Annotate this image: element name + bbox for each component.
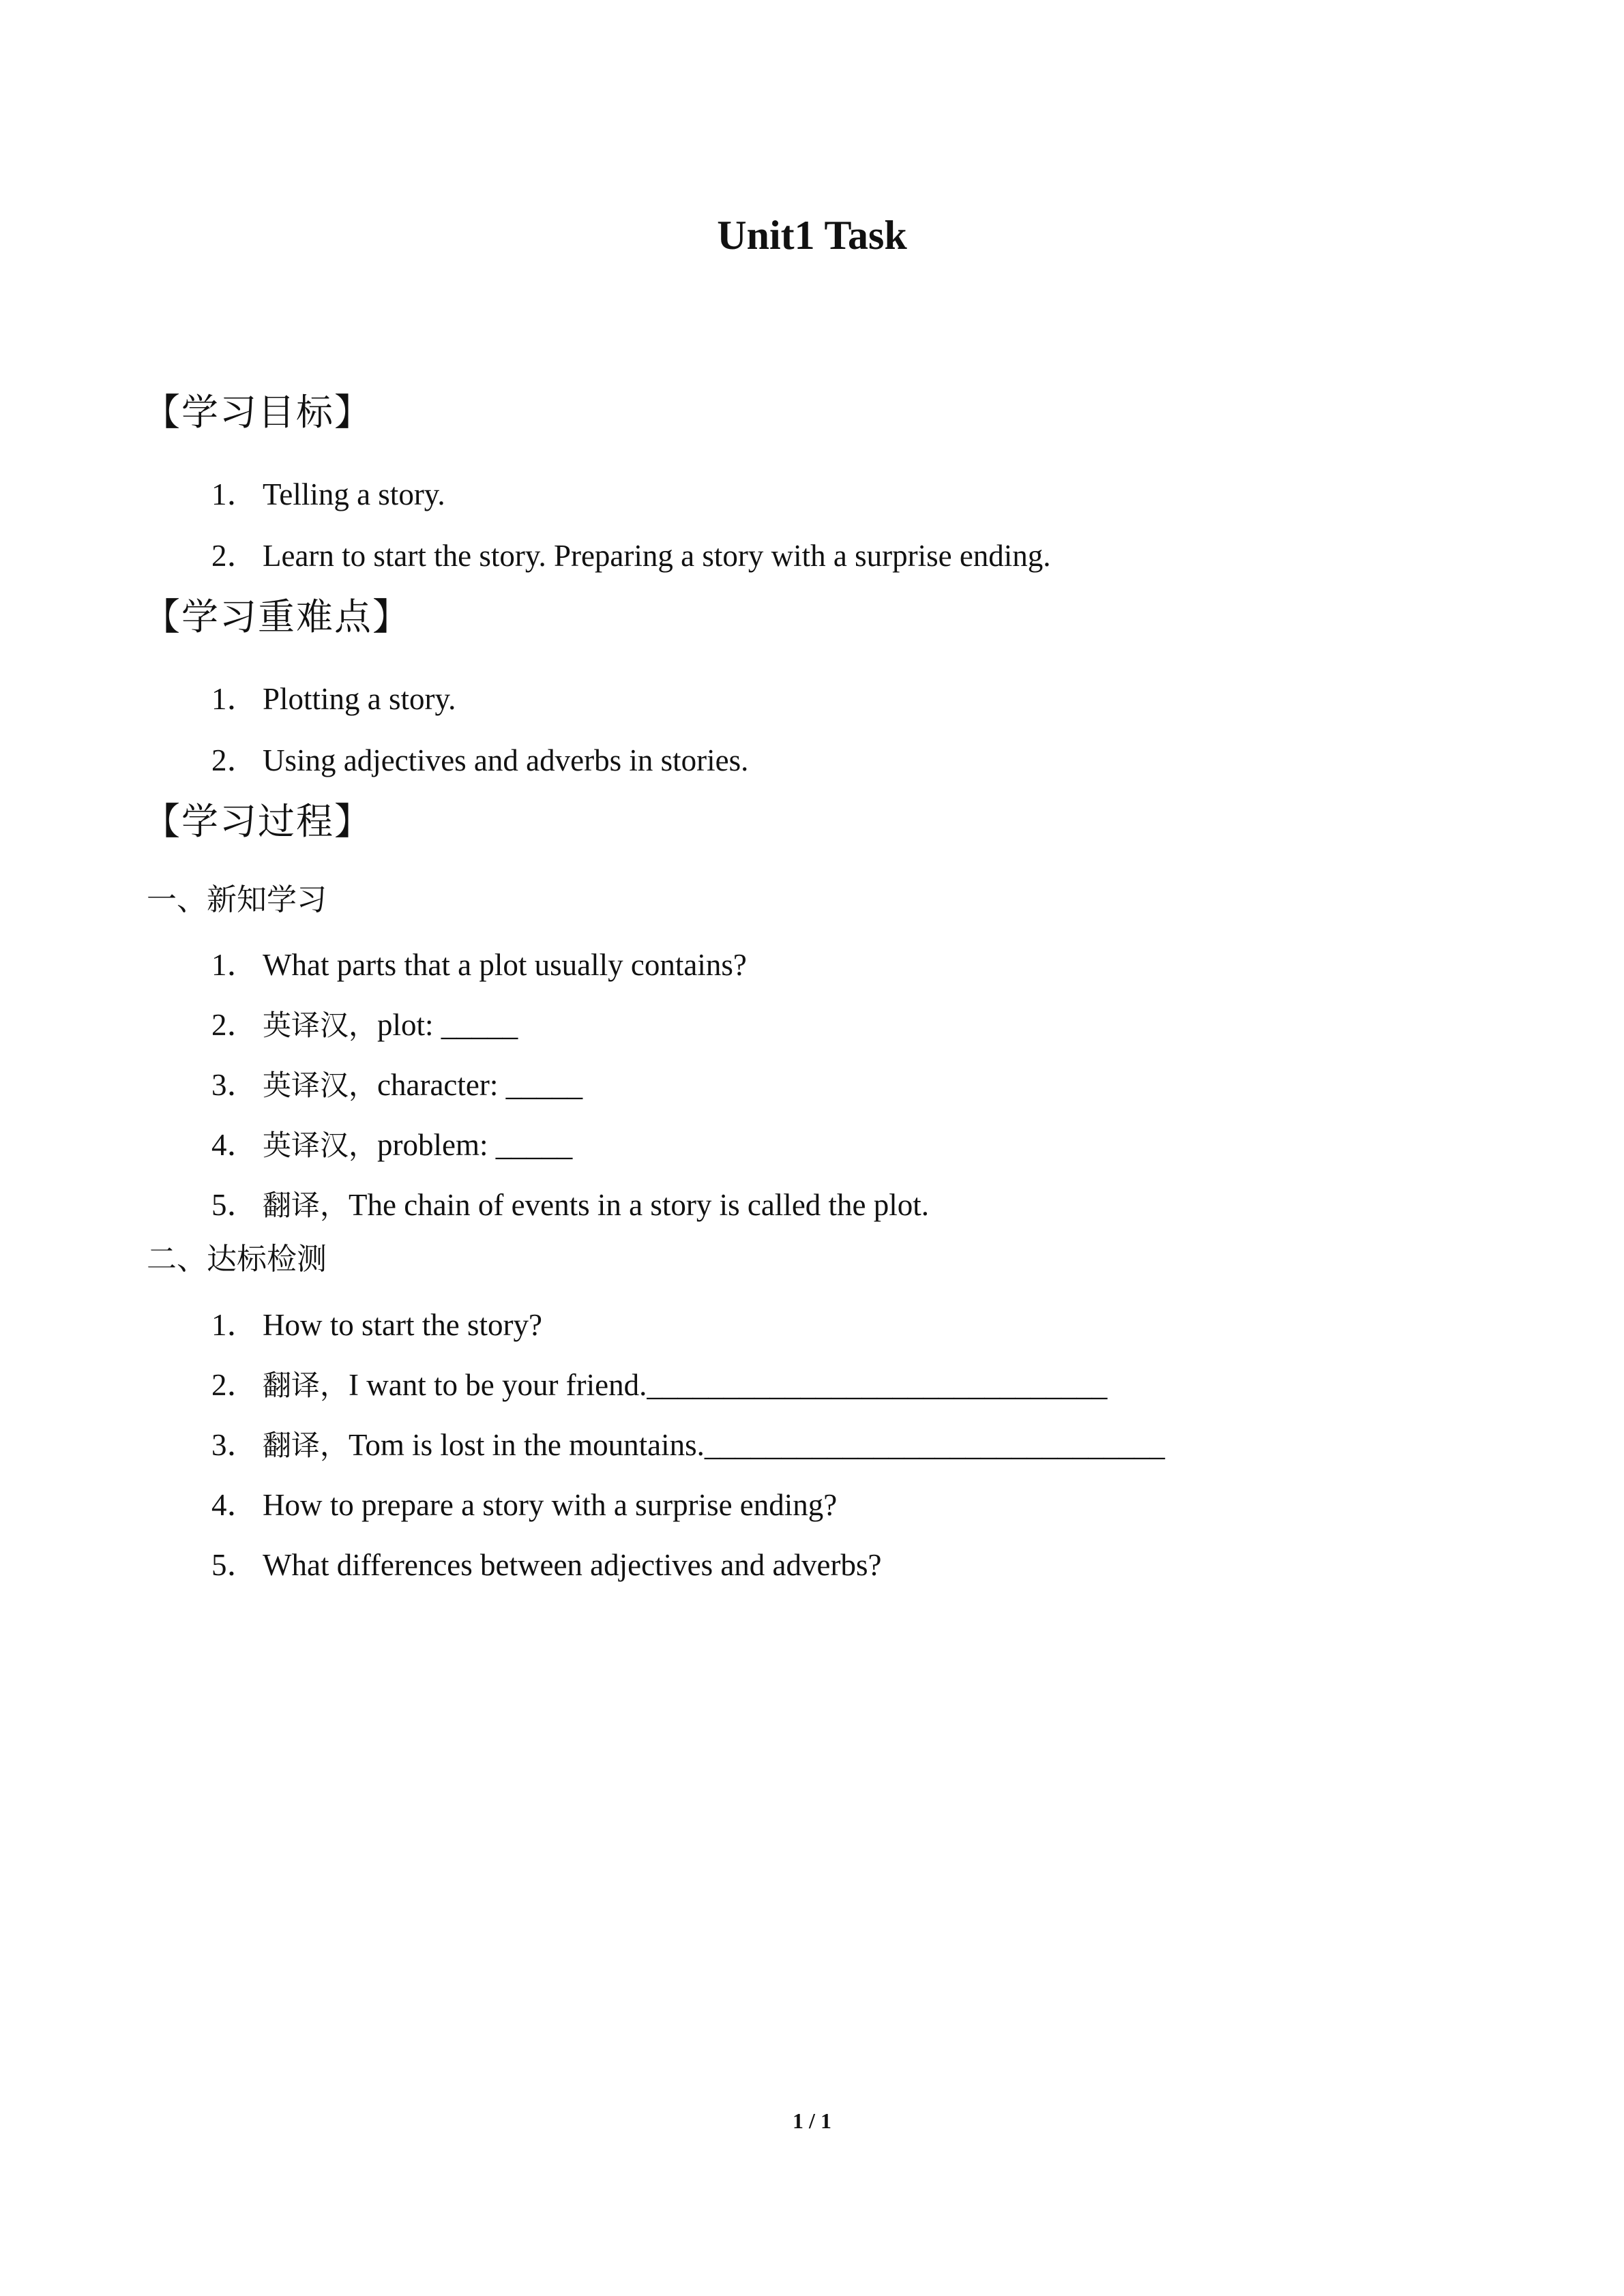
item-number: 4．: [211, 1128, 258, 1162]
item-text: I want to be your friend.______________________________: [349, 1368, 1108, 1402]
section-heading-process: 【学习过程】: [143, 800, 372, 843]
item-text: Tom is lost in the mountains.______________________________: [349, 1428, 1165, 1462]
item-number: 1．: [211, 948, 258, 982]
subsection-heading-new-learning: 一、新知学习: [147, 882, 327, 917]
list-item: [211, 1365, 1107, 1406]
list-item: [211, 1124, 572, 1166]
item-text: plot: _____: [377, 1008, 518, 1042]
list-item: [211, 679, 456, 719]
item-number: 2．: [211, 743, 258, 777]
page-number: 1 / 1: [793, 2108, 831, 2133]
list-item: [211, 1485, 837, 1526]
item-number: 3．: [211, 1428, 258, 1462]
item-instruction: 翻译，: [263, 1369, 349, 1402]
list-item: [211, 1425, 1165, 1466]
item-text: Telling a story.: [263, 477, 445, 511]
list-item: [211, 474, 445, 515]
item-instruction: 翻译，: [263, 1429, 349, 1462]
item-text: What parts that a plot usually contains?: [263, 948, 747, 982]
item-instruction: 翻译，: [263, 1189, 349, 1222]
item-number: 4．: [211, 1488, 258, 1522]
item-number: 1．: [211, 477, 258, 511]
list-item: [211, 535, 1051, 576]
item-text: Learn to start the story. Preparing a story with a surprise ending.: [263, 539, 1051, 573]
item-instruction: 英译汉，: [263, 1009, 378, 1042]
section-heading-objectives: 【学习目标】: [143, 391, 372, 434]
item-number: 2．: [211, 1368, 258, 1402]
list-item: [211, 1004, 518, 1046]
item-text: How to start the story?: [263, 1308, 542, 1342]
item-text: The chain of events in a story is called the plot.: [349, 1188, 930, 1222]
subsection-heading-assessment: 二、达标检测: [147, 1242, 327, 1277]
item-text: character: _____: [377, 1068, 583, 1102]
list-item: [211, 944, 747, 986]
item-number: 2．: [211, 539, 258, 573]
item-instruction: 英译汉，: [263, 1069, 378, 1102]
item-number: 3．: [211, 1068, 258, 1102]
item-number: 5．: [211, 1548, 258, 1582]
item-text: Plotting a story.: [263, 682, 456, 716]
list-item: [211, 1545, 881, 1586]
item-text: problem: _____: [377, 1128, 573, 1162]
item-number: 5．: [211, 1188, 258, 1222]
list-item: [211, 1064, 582, 1106]
item-number: 1．: [211, 682, 258, 716]
item-instruction: 英译汉，: [263, 1129, 378, 1162]
list-item: [211, 740, 748, 781]
list-item: [211, 1184, 929, 1226]
page-title: Unit1 Task: [717, 213, 907, 258]
item-text: How to prepare a story with a surprise ending?: [263, 1488, 838, 1522]
item-number: 2．: [211, 1008, 258, 1042]
item-number: 1．: [211, 1308, 258, 1342]
list-item: [211, 1304, 542, 1346]
section-heading-key-points: 【学习重难点】: [143, 595, 411, 638]
item-text: Using adjectives and adverbs in stories.: [263, 743, 749, 777]
item-text: What differences between adjectives and adverbs?: [263, 1548, 882, 1582]
